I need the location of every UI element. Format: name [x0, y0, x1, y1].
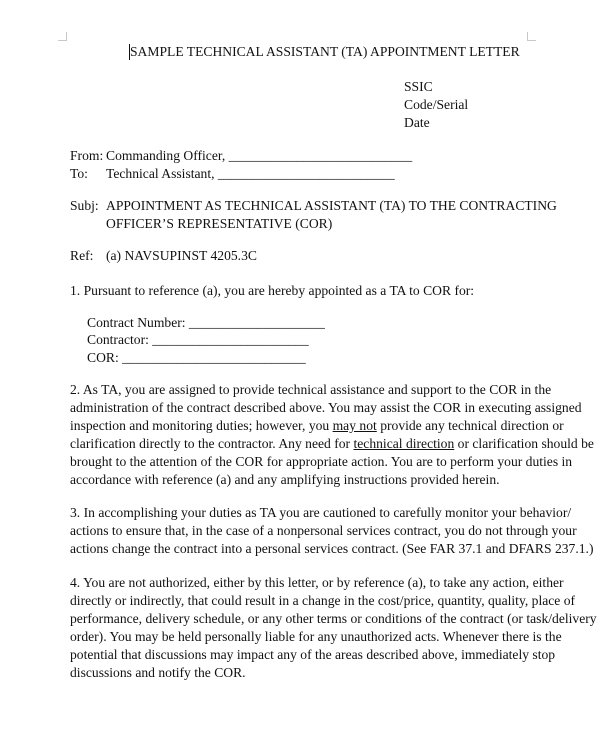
paragraph-4-line: 4. You are not authorized, either by this letter, or by reference (a), to take any action, either: [70, 575, 564, 590]
paragraph-1[interactable]: 1. Pursuant to reference (a), you are hereby appointed as a TA to COR for:: [70, 283, 475, 298]
paragraph-4-line: discussions and notify the COR.: [70, 665, 246, 680]
paragraph-4-line: order). You may be held personally liable for any unauthorized acts. Whenever there is the: [70, 629, 562, 644]
subj-label: Subj:: [70, 198, 99, 213]
paragraph-3[interactable]: [70, 504, 594, 558]
text-run: provide any technical direction or: [376, 418, 564, 433]
paragraph-2-line: [70, 417, 564, 435]
letter-title[interactable]: SAMPLE TECHNICAL ASSISTANT (TA) APPOINTMENT LETTER: [130, 44, 520, 59]
paragraph-2-line: accordance with reference (a) and any amplifying instructions provided herein.: [70, 472, 500, 487]
header-code-serial[interactable]: Code/Serial: [404, 97, 469, 112]
subj-line-2[interactable]: OFFICER’S REPRESENTATIVE (COR): [106, 216, 333, 231]
text-run: clarification directly to the contractor. Any need for: [70, 436, 354, 451]
ref-label: Ref:: [70, 248, 94, 263]
paragraph-2-line: brought to the attention of the COR for appropriate action. You are to perform your duties in: [70, 454, 573, 469]
from-label: From:: [70, 148, 104, 163]
header-date[interactable]: Date: [404, 115, 430, 130]
contract-number-field[interactable]: Contract Number: ____________________: [87, 315, 325, 330]
underlined-text: technical direction: [353, 436, 455, 451]
paragraph-2[interactable]: [70, 381, 594, 489]
paragraph-3-line: actions change the contract into a personal services contract. (See FAR 37.1 and DFARS 237.1.): [70, 541, 594, 556]
ref-value[interactable]: (a) NAVSUPINST 4205.3C: [106, 248, 257, 263]
paragraph-4-line: potential that discussions may impact any of the areas described above, immediately stop: [70, 647, 556, 662]
page-corner-mark-top-right: [527, 32, 536, 41]
paragraph-3-line: 3. In accomplishing your duties as TA you are cautioned to carefully monitor your behavior/: [70, 505, 572, 520]
paragraph-2-line: 2. As TA, you are assigned to provide technical assistance and support to the COR in the: [70, 382, 552, 397]
paragraph-4-line: performance, delivery schedule, or any other terms or conditions of the contract (or task/delivery: [70, 611, 597, 626]
subj-line-1[interactable]: APPOINTMENT AS TECHNICAL ASSISTANT (TA) TO THE CONTRACTING: [106, 198, 557, 213]
paragraph-2-line: administration of the contract described above. You may assist the COR in executing assigned: [70, 400, 582, 415]
page-corner-mark-top-left: [58, 32, 67, 41]
text-run: or clarification should be: [454, 436, 594, 451]
from-value[interactable]: Commanding Officer, ___________________________: [106, 148, 413, 163]
text-run: inspection and monitoring duties; however, you: [70, 418, 333, 433]
paragraph-2-line: [70, 435, 594, 453]
cor-field[interactable]: COR: ___________________________: [87, 350, 306, 365]
header-ssic[interactable]: SSIC: [404, 79, 433, 94]
paragraph-4[interactable]: [70, 574, 597, 682]
underlined-text: may not: [332, 418, 377, 433]
to-label: To:: [70, 166, 88, 181]
to-value[interactable]: Technical Assistant, __________________________: [106, 166, 395, 181]
paragraph-3-line: actions to ensure that, in the case of a nonpersonal services contract, you do not through your: [70, 523, 577, 538]
contractor-field[interactable]: Contractor: _______________________: [87, 332, 309, 347]
paragraph-4-line: directly or indirectly, that could result in a change in the cost/price, quantity, quality, place of: [70, 593, 576, 608]
